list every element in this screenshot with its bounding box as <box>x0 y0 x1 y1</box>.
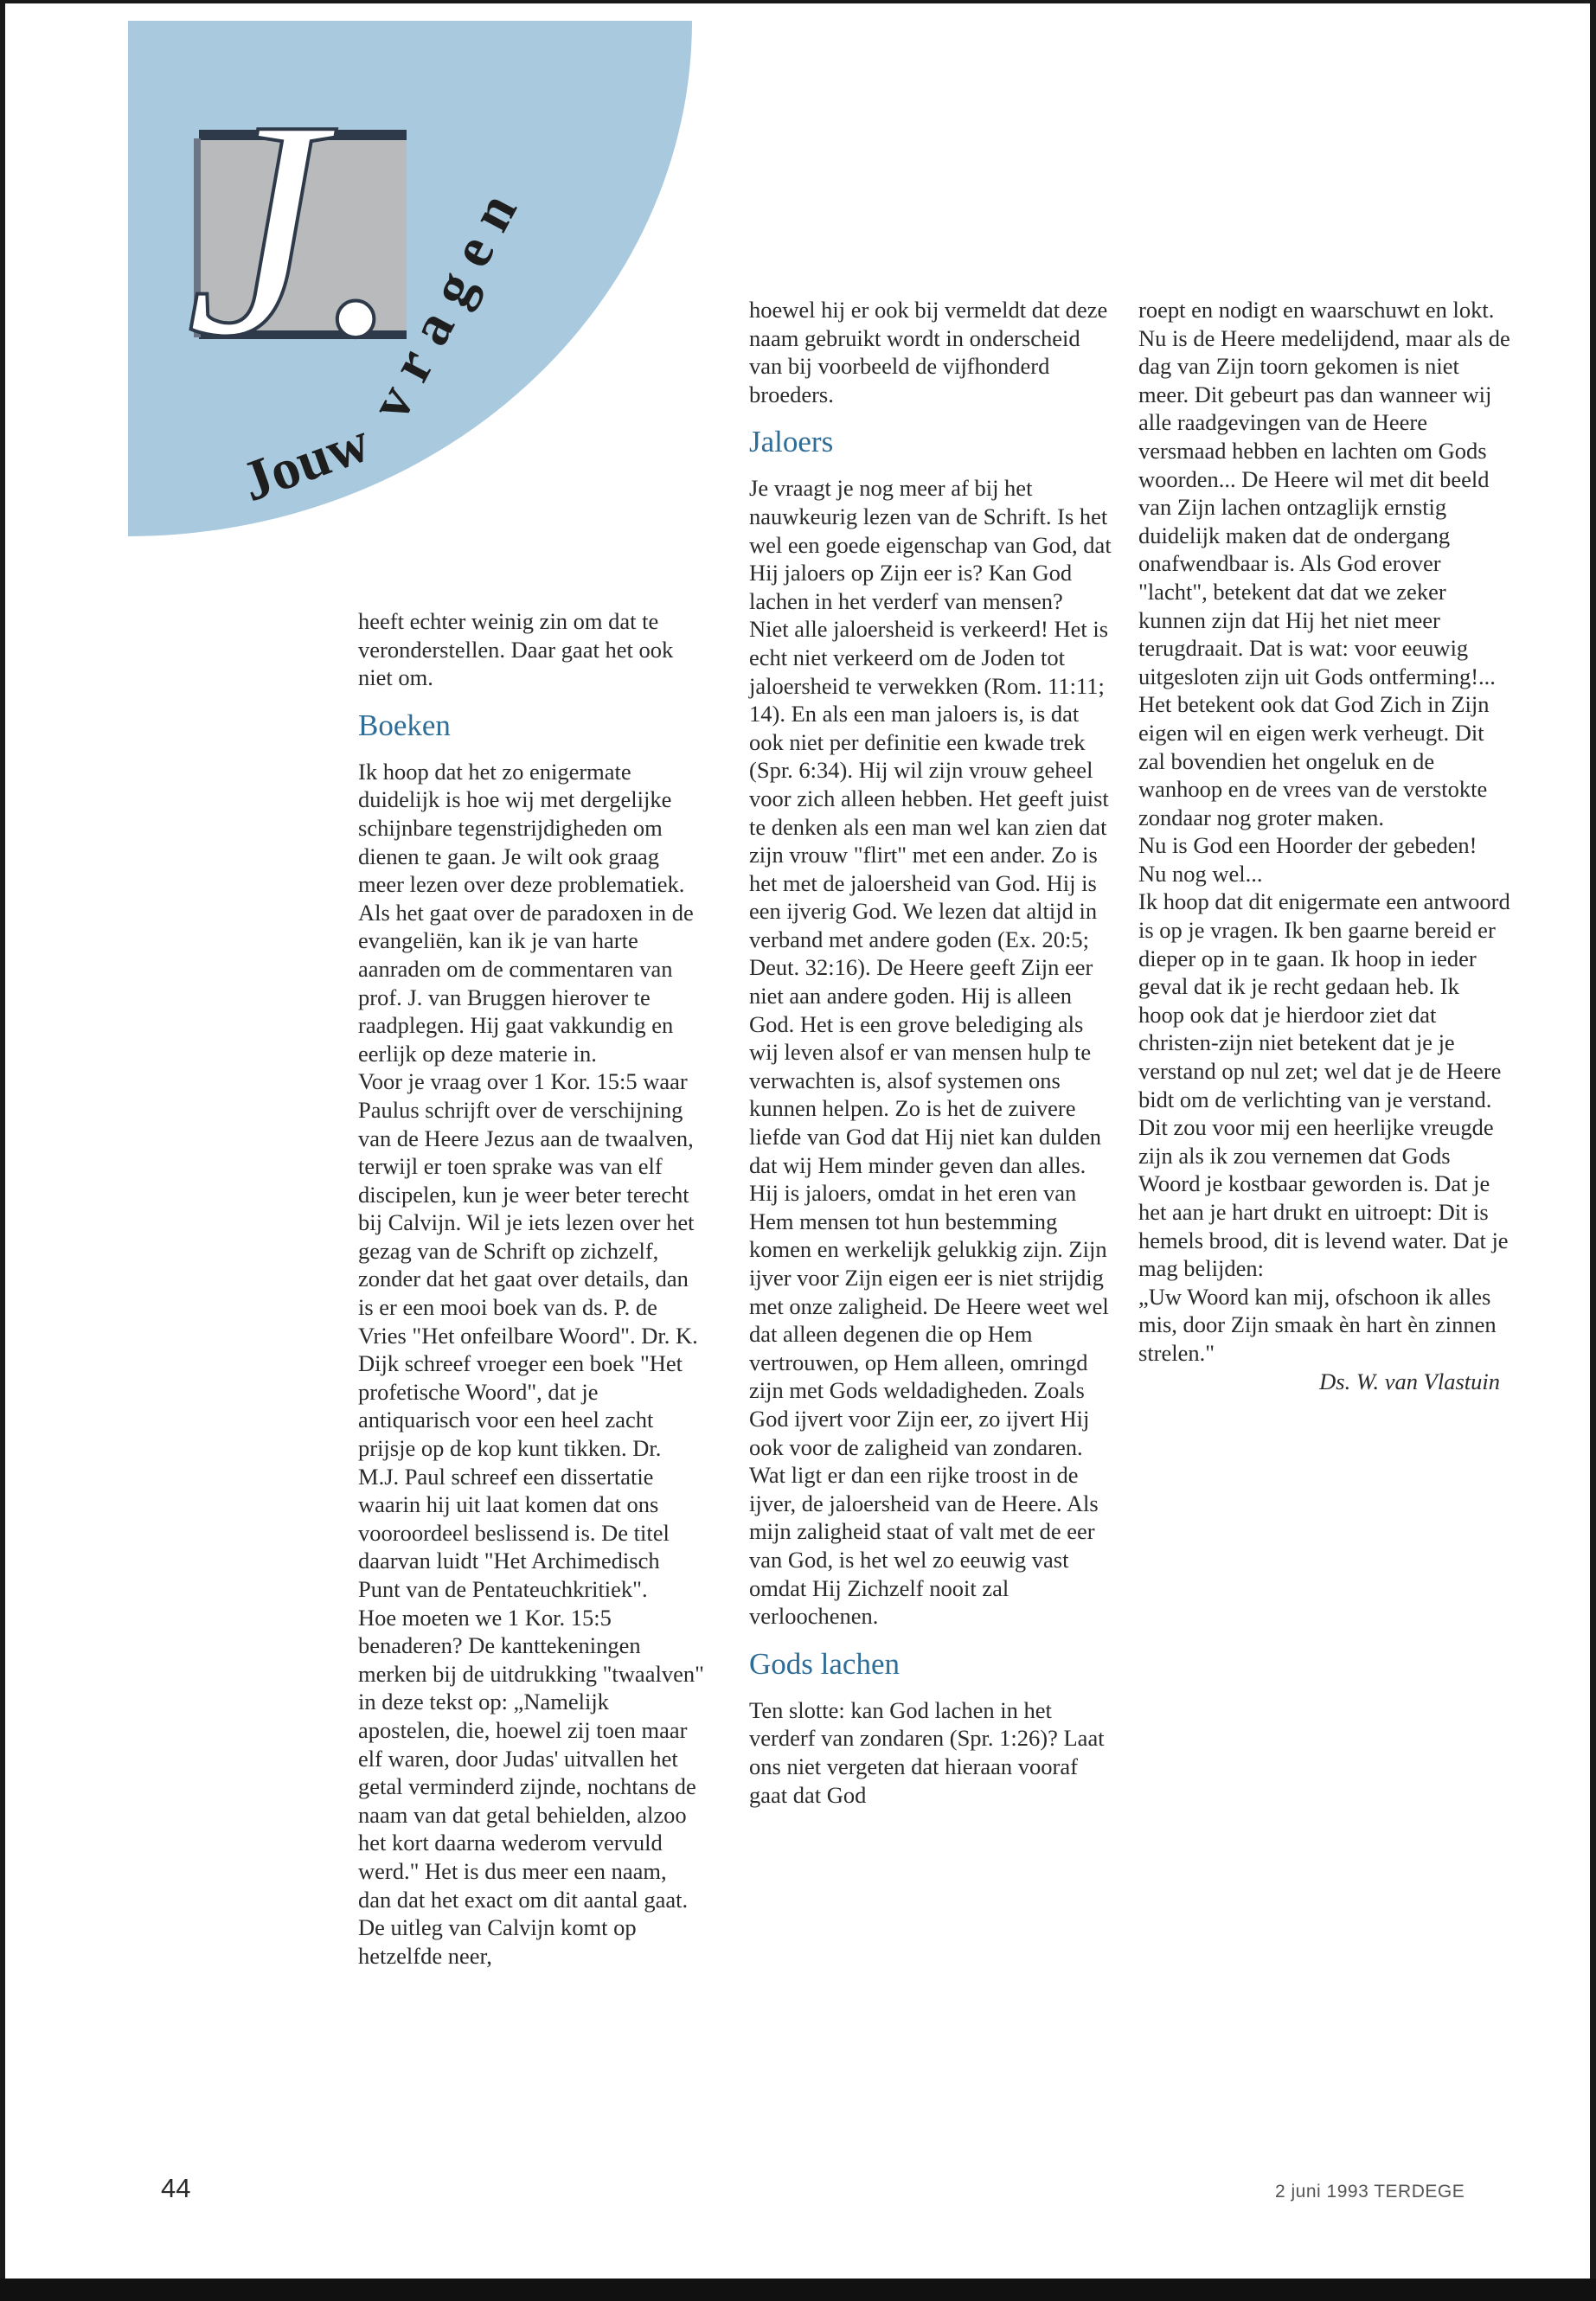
article-column-2 <box>749 296 1112 1809</box>
page-border-right <box>1590 0 1596 2301</box>
paragraph: Niet alle jaloersheid is verkeerd! Het is echt niet verkeerd om de Joden tot jaloersheid te verwekken (Rom. 11:11; 14). En als een man jaloers is, is dat ook niet per definitie een kwade trek (Spr. 6:34). Hij wil zijn vrouw geheel voor zich alleen hebben. Het geeft juist te denken als een man wel kan zien dat zijn vrouw "flirt" met een ander. Zo is het met de jaloersheid van God. Hij is een ijverig God. We lezen dat altijd in verband met andere goden (Ex. 20:5; Deut. 32:16). De Heere geeft Zijn eer niet aan andere goden. Hij is alleen God. Het is een grove belediging als wij leven alsof er van mensen hulp te verwachten is, alsof systemen ons kunnen helpen. Zo is het de zuivere liefde van God dat Hij niet kan dulden dat wij Hem minder geven dan alles. <box>749 616 1109 1178</box>
quote-paragraph: „Uw Woord kan mij, ofschoon ik alles mis, door Zijn smaak èn hart èn zinnen strelen." <box>1138 1283 1497 1366</box>
issue-date: 2 juni 1993 TERDEGE <box>1275 2182 1465 2202</box>
logo-letter: J. <box>186 55 402 401</box>
page-number: 44 <box>161 2173 191 2203</box>
page-border-bottom <box>0 2279 1596 2301</box>
author-signature: Ds. W. van Vlastuin <box>1319 1368 1500 1394</box>
heading-boeken: Boeken <box>358 708 451 742</box>
paragraph: Hoe moeten we 1 Kor. 15:5 benaderen? De kanttekeningen merken bij de uitdrukking "twaalven" in deze tekst op: „Namelijk apostelen, die, hoewel zij toen maar elf waren, door Judas' uitvallen het getal verminderd zijnde, nochtans de naam van dat getal behielden, alzoo het kort daarna wederom vervuld werd." Het is dus meer een naam, dan dat het exact om dit aantal gaat. De uitleg van Calvijn komt op hetzelfde neer, <box>358 1604 704 1969</box>
masthead-title <box>0 0 709 554</box>
paragraph: Hij is jaloers, omdat in het eren van Hem mensen tot hun bestemming komen en werkelijk gelukkig zijn. Zijn ijver voor Zijn eigen eer is niet strijdig met onze zaligheid. De Heere weet wel dat alleen degenen die op Hem vertrouwen, op Hem alleen, omringd zijn met Gods weldadigheden. Zoals God ijvert voor Zijn eer, zo ijvert Hij ook voor de zaligheid van zondaren. Wat ligt er dan een rijke troost in de ijver, de jaloersheid van de Heere. Als mijn zaligheid staat of valt met de eer van God, is het wel zo eeuwig vast omdat Hij Zichzelf nooit zal verloochenen. <box>749 1180 1109 1630</box>
paragraph: Nu is God een Hoorder der gebeden! Nu nog wel... <box>1138 832 1477 887</box>
heading-gods-lachen: Gods lachen <box>749 1646 900 1681</box>
section-title-word-2: vragen <box>357 169 537 431</box>
paragraph: Ten slotte: kan God lachen in het verderf van zondaren (Spr. 1:26)? Laat ons niet vergeten dat hieraan vooraf gaat dat God <box>749 1696 1105 1808</box>
paragraph: Je vraagt je nog meer af bij het nauwkeurig lezen van de Schrift. Is het wel een goede eigenschap van God, dat Hij jaloers op Zijn eer is? Kan God lachen in het verderf van mensen? <box>749 475 1112 614</box>
section-title-word-1: Jouw <box>234 410 378 515</box>
paragraph: Ik hoop dat dit enigermate een antwoord is op je vragen. Ik ben gaarne bereid er dieper op in te gaan. Ik hoop in ieder geval dat ik je recht gedaan heb. Ik hoop ook dat je hierdoor ziet dat christen-zijn niet betekent dat je je verstand op nul zet; wel dat je de Heere bidt om de verlichting van je verstand. Dit zou voor mij een heerlijke vreugde zijn als ik zou vernemen dat Gods Woord je kostbaar geworden is. Dat je het aan je hart drukt en uitroept: Dit is hemels brood, dit is levend water. Dat je mag belijden: <box>1138 888 1510 1282</box>
heading-jaloers: Jaloers <box>749 425 834 459</box>
paragraph: Voor je vraag over 1 Kor. 15:5 waar Paulus schrijft over de verschijning van de Heere Jezus aan de twaalven, terwijl er toen sprake was van elf discipelen, kun je weer beter terecht bij Calvijn. Wil je iets lezen over het gezag van de Schrift op zichzelf, zonder dat het gaat over details, dan is er een mooi boek van ds. P. de Vries "Het onfeilbare Woord". Dr. K. Dijk schreef vroeger een boek "Het profetische Woord", dat je antiquarisch voor een heel zacht prijsje op de kop kunt tikken. Dr. M.J. Paul schreef een dissertatie waarin hij uit laat komen dat ons vooroordeel beslissend is. De titel daarvan luidt "Het Archimedisch Punt van de Pentateuchkritiek". <box>358 1068 698 1602</box>
paragraph: heeft echter weinig zin om dat te veronderstellen. Daar gaat het ook niet om. <box>358 608 674 691</box>
paragraph: hoewel hij er ook bij vermeldt dat deze naam gebruikt wordt in onderscheid van bij voorbeeld de vijfhonderd broeders. <box>749 297 1108 407</box>
section-masthead <box>0 0 709 554</box>
article-column-1 <box>358 607 704 1970</box>
paragraph: roept en nodigt en waarschuwt en lokt. Nu is de Heere medelijdend, maar als de dag van Zijn toorn gekomen is niet meer. Dit gebeurt pas dan wanneer wij alle raadgevingen van de Heere versmaad hebben en lachten om Gods woorden... De Heere wil met dit beeld van Zijn lachen ontzaglijk ernstig duidelijk maken dat de ondergang onafwendbaar is. Als God erover "lacht", betekent dat dat we zeker kunnen zijn dat Hij het niet meer terugdraait. Dat is wat: voor eeuwig uitgesloten zijn uit Gods ontferming!... Het betekent ook dat God Zich in Zijn eigen wil en eigen werk verheugt. Dit zal bovendien het ongeluk en de wanhoop en de vrees van de verstokte zondaar nog groter maken. <box>1138 297 1510 830</box>
paragraph: Ik hoop dat het zo enigermate duidelijk is hoe wij met dergelijke schijnbare tegenstrijdigheden om dienen te gaan. Je wilt ook graag meer lezen over deze problematiek. Als het gaat over de paradoxen in de evangeliën, kan ik je van harte aanraden om de commentaren van prof. J. van Bruggen hierover te raadplegen. Hij gaat vakkundig en eerlijk op deze materie in. <box>358 758 694 1067</box>
article-column-3 <box>1138 296 1510 1395</box>
